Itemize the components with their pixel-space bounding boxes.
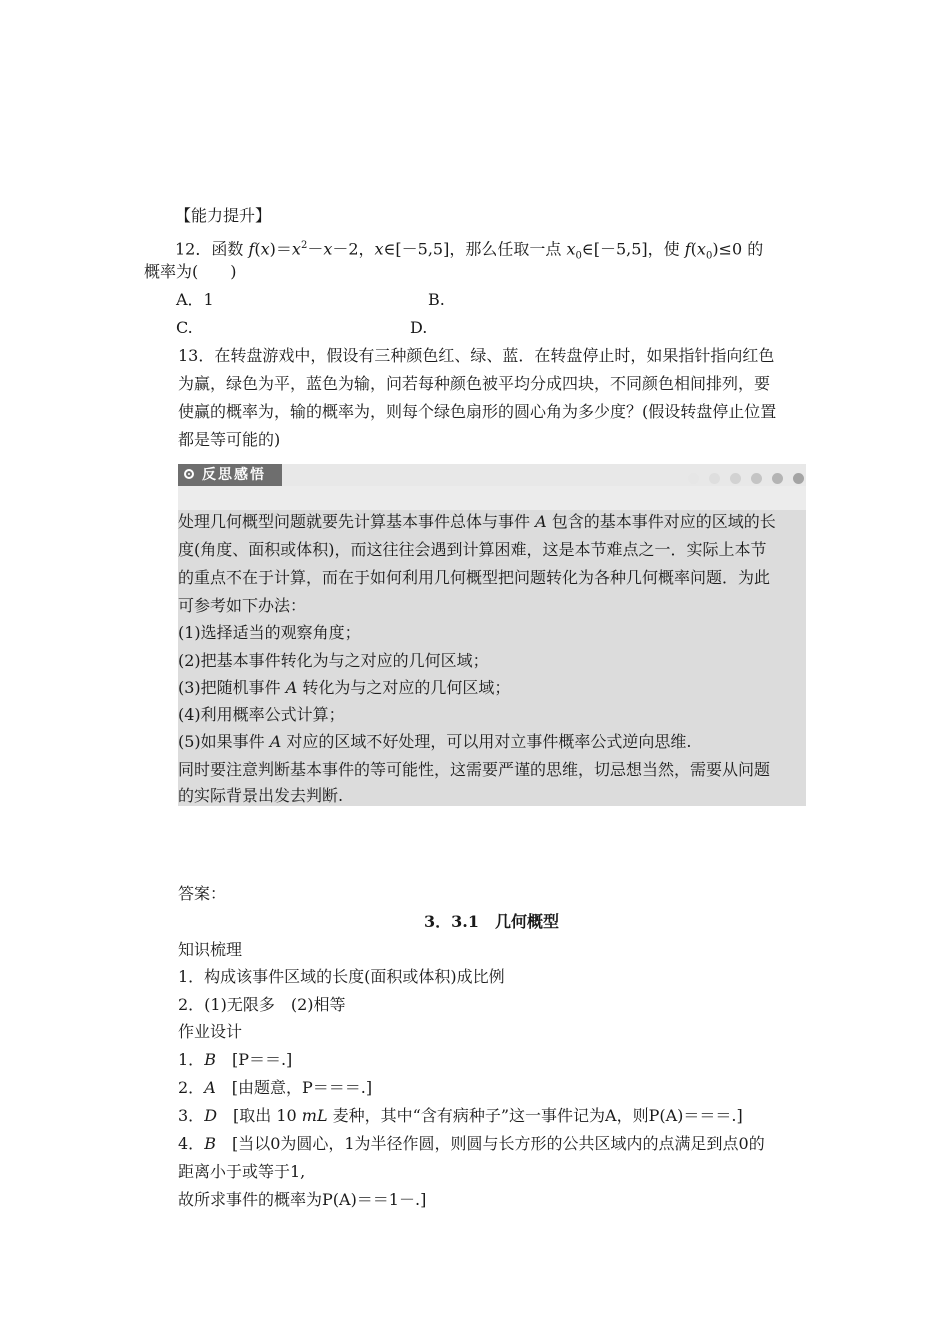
answer-text: [由题意，P＝＝＝.] [215, 1078, 373, 1097]
q12-sub: 0 [575, 250, 582, 262]
reflection-text: (5)如果事件 [178, 732, 270, 751]
answers-title: 3．3.1 几何概型 [424, 912, 559, 931]
answer-letter: D [204, 1106, 218, 1125]
unit-ml: mL [301, 1106, 328, 1125]
q12-line2: 概率为( ) [144, 262, 237, 281]
q12-text: ( [254, 239, 261, 259]
q12-text: 12．函数 [175, 239, 249, 259]
reflection-p2: 度(角度、面积或体积)，而这往往会遇到计算困难，这是本节难点之一．实际上本节 [178, 540, 767, 559]
reflection-title: 反思感悟 [202, 467, 266, 483]
reflection-p1 [178, 512, 776, 532]
answer-number: 2． [178, 1078, 205, 1097]
decorative-dot [751, 473, 762, 484]
decorative-dots [678, 469, 804, 481]
q13-line1: 13．在转盘游戏中，假设有三种颜色红、绿、蓝．在转盘停止时，如果指针指向红色 [178, 346, 775, 365]
reflection-text: 包含的基本事件对应的区域的长 [546, 512, 776, 531]
answer-2 [178, 1078, 372, 1098]
reflection-text: 转化为与之对应的几何区域； [297, 678, 511, 697]
q12-text: － [307, 239, 324, 259]
q13-line4: 都是等可能的) [178, 430, 281, 449]
reflection-end1: 同时要注意判断基本事件的等可能性，这需要严谨的思维，切忌想当然，需要从问题 [178, 760, 771, 779]
answer-text: [取出 10 [217, 1106, 302, 1125]
q12-var: x [291, 239, 301, 259]
reflection-tab [178, 464, 282, 486]
answer-letter: B [204, 1134, 216, 1153]
answer-number: 1． [178, 1050, 205, 1069]
reflection-header-strip [282, 464, 806, 486]
event-var: A [535, 512, 547, 531]
reflection-step2: (2)把基本事件转化为与之对应的几何区域； [178, 651, 489, 670]
answer-letter: B [204, 1050, 216, 1069]
q12-var: x [696, 239, 706, 259]
reflection-header [178, 464, 806, 486]
q12-var: x [323, 239, 333, 259]
answer-number: 4． [178, 1134, 205, 1153]
q12-sup: 2 [300, 240, 308, 251]
q12-var: f [684, 239, 691, 259]
section-heading: 【能力提升】 [175, 206, 272, 225]
answer-text: 麦种，其中“含有病种子”这一事件记为A，则P(A)＝＝＝.] [327, 1106, 743, 1125]
answers-heading-knowledge: 知识梳理 [178, 940, 243, 959]
answer-number: 3． [178, 1106, 205, 1125]
decorative-dot [709, 473, 720, 484]
q12-text: ∈[－5,5]，那么任取一点 [383, 239, 567, 259]
answers-heading-homework: 作业设计 [178, 1022, 243, 1041]
q12-var: x [260, 239, 270, 259]
reflection-box [178, 464, 806, 806]
reflection-step1: (1)选择适当的观察角度； [178, 623, 361, 642]
reflection-end2: 的实际背景出发去判断. [178, 786, 344, 805]
answer-1 [178, 1050, 292, 1070]
answer-4-line3: 故所求事件的概率为P(A)＝＝1－.] [178, 1190, 427, 1209]
q12-line1 [175, 236, 763, 267]
answer-text: [当以0为圆心，1为半径作圆，则圆与长方形的公共区域内的点满足到点0的 [215, 1134, 765, 1153]
q12-option-b: B. [428, 290, 445, 309]
q13-line3: 使赢的概率为，输的概率为，则每个绿色扇形的圆心角为多少度？(假设转盘停止位置 [178, 402, 777, 421]
q12-text: －2， [332, 239, 375, 259]
answers-label: 答案： [178, 884, 227, 903]
q12-var: x [374, 239, 384, 259]
reflection-text: 处理几何概型问题就要先计算基本事件总体与事件 [178, 512, 536, 531]
q12-text: )＝ [269, 239, 292, 259]
reflection-text: 对应的区域不好处理，可以用对立事件概率公式逆向思维. [281, 732, 692, 751]
answer-4 [178, 1134, 765, 1154]
target-icon [184, 469, 194, 479]
answer-4-line2: 距离小于或等于1, [178, 1162, 306, 1181]
reflection-text: (3)把随机事件 [178, 678, 286, 697]
decorative-dot [730, 473, 741, 484]
event-var: A [285, 678, 298, 697]
answers-knowledge-2: 2．(1)无限多 (2)相等 [178, 995, 346, 1014]
answer-letter: A [204, 1078, 216, 1097]
q12-text: )≤0 的 [712, 239, 764, 259]
reflection-step3 [178, 678, 510, 698]
decorative-dot [688, 473, 699, 484]
reflection-step4: (4)利用概率公式计算； [178, 705, 345, 724]
reflection-header-gap [178, 486, 806, 510]
q12-sub: 0 [705, 250, 713, 262]
q12-option-c: C. [176, 318, 193, 337]
q12-text: ∈[－5,5]，使 [581, 239, 685, 259]
q12-text: ( [690, 239, 697, 259]
decorative-dot [772, 473, 783, 484]
decorative-dot [793, 473, 804, 484]
reflection-step5 [178, 732, 692, 752]
q12-option-d: D. [410, 318, 428, 337]
q12-option-a: A．1 [176, 290, 214, 309]
answer-3 [178, 1106, 743, 1126]
q12-var: x [566, 239, 576, 259]
answers-knowledge-1: 1．构成该事件区域的长度(面积或体积)成比例 [178, 967, 505, 986]
q12-var: f [248, 239, 255, 259]
reflection-p4: 可参考如下办法： [178, 596, 307, 615]
q13-line2: 为赢，绿色为平，蓝色为输，问若每种颜色被平均分成四块，不同颜色相间排列，要 [178, 374, 771, 393]
event-var: A [269, 732, 282, 751]
reflection-p3: 的重点不在于计算，而在于如何利用几何概型把问题转化为各种几何概率问题．为此 [178, 568, 771, 587]
answer-text: [P＝＝.] [215, 1050, 293, 1069]
